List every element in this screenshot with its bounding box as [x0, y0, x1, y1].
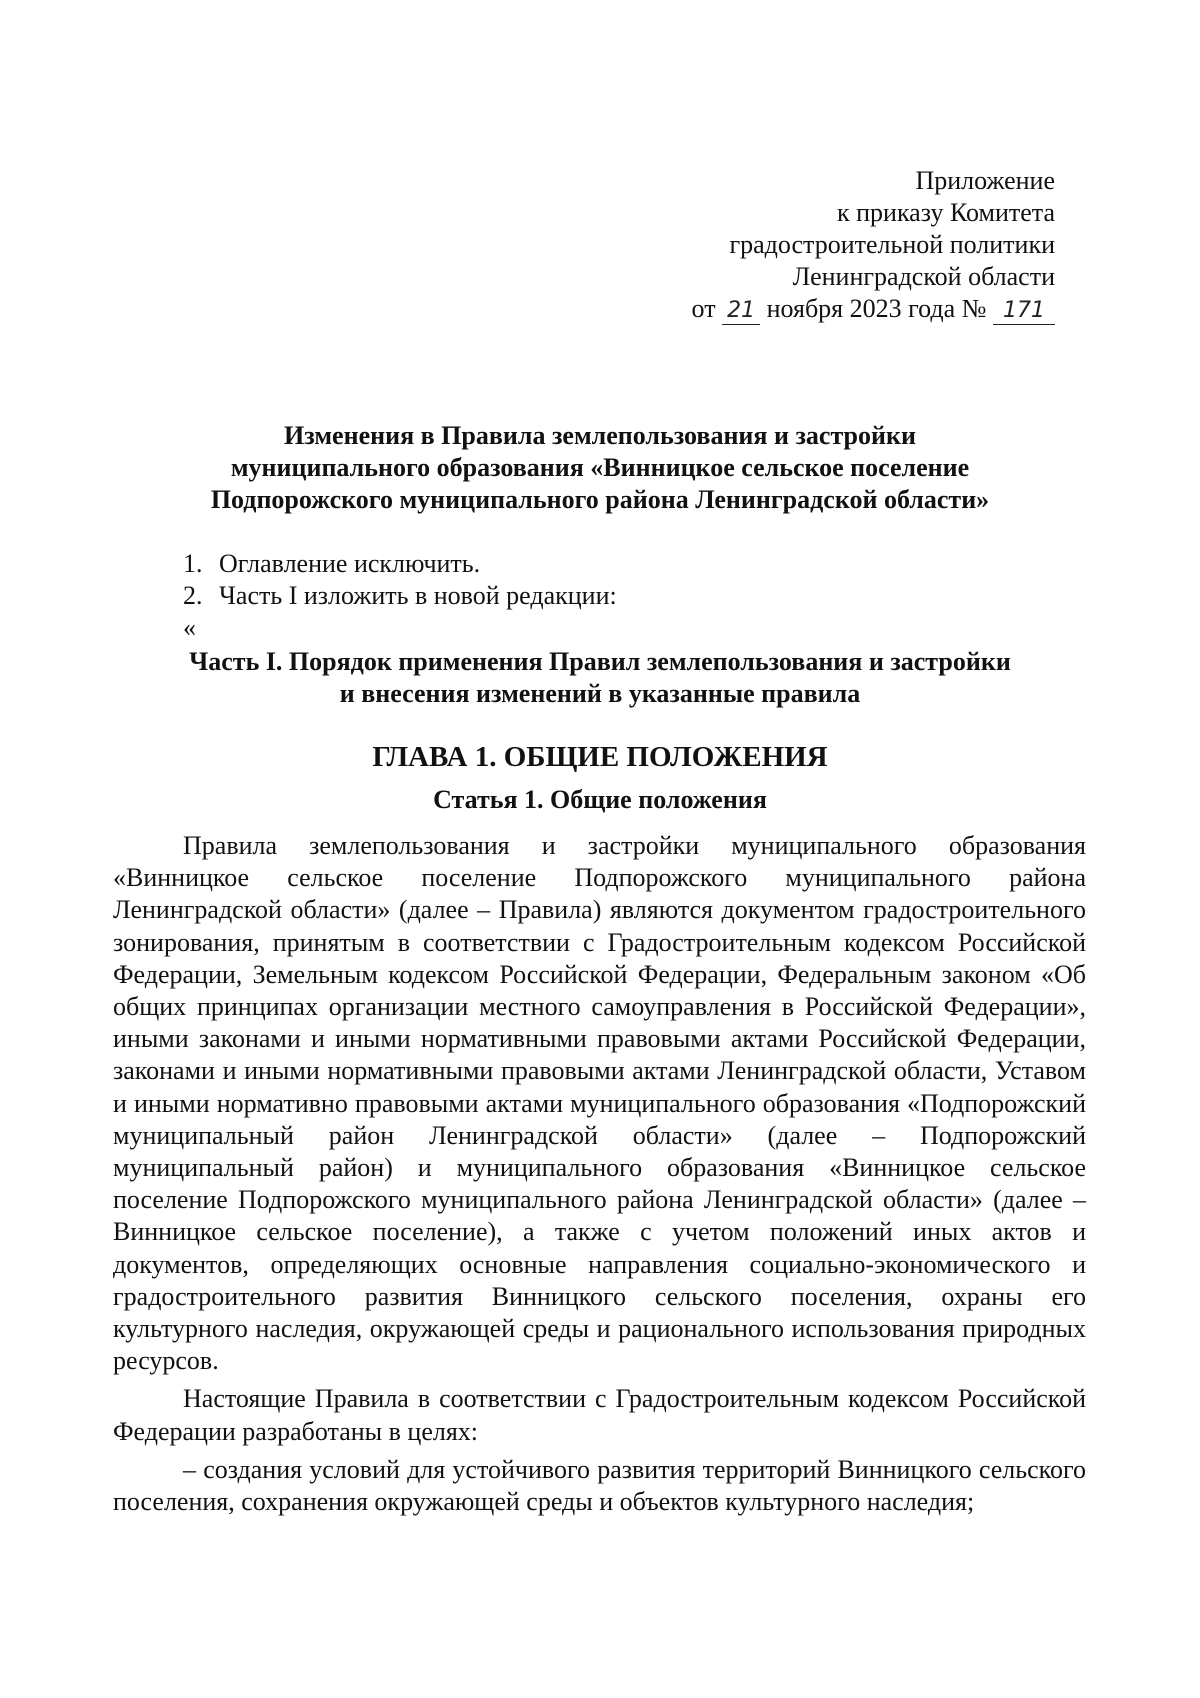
list-item-number: 2. — [183, 581, 203, 610]
title-line-3: Подпорожского муниципального района Ленинградской области» — [210, 485, 990, 514]
title-line-2: муниципального образования «Винницкое сельское поселение — [230, 453, 970, 482]
document-title — [160, 420, 1040, 516]
list-item-number: 1. — [183, 549, 203, 578]
paragraph: Правила землепользования и застройки муниципального образования «Винницкое сельское поселение Подпорожского муниципального района Ленинградской области» (далее – Правила) являются документом градостроительного зонирования, принятым в соответствии с Градостроительным кодексом Российской Федерации, Земельным кодексом Российской Федерации, Федеральным законом «Об общих принципах организации местного самоуправления в Российской Федерации», иными законами и иными нормативными правовыми актами Российской Федерации, законами и иными нормативными правовыми актами Ленинградской области, Уставом и иными нормативно правовыми актами муниципального образования «Подпорожский муниципальный район Ленинградской области» (далее – Подпорожский муниципальный район) и муниципального образования «Винницкое сельское поселение Подпорожского муниципального района Ленинградской области» (далее – Винницкое сельское поселение), а также с учетом положений иных актов и документов, определяющих основные направления социально-экономического и градостроительного развития Винницкого сельского поселения, охраны его культурного наследия, окружающей среды и рационального использования природных ресурсов. — [113, 831, 1086, 1376]
body-text — [113, 830, 1086, 1524]
part-title — [160, 646, 1040, 710]
paragraph: – создания условий для устойчивого развития территорий Винницкого сельского поселения, сохранения окружающей среды и объектов культурного наследия; — [113, 1454, 1086, 1517]
handwritten-day: 21 — [722, 298, 760, 325]
title-line-1: Изменения в Правила землепользования и застройки — [284, 421, 916, 450]
numbered-list — [183, 548, 617, 612]
paragraph: Настоящие Правила в соответствии с Градостроительным кодексом Российской Федерации разработаны в целях: — [113, 1384, 1086, 1446]
part-title-line-2: и внесения изменений в указанные правила — [339, 679, 861, 708]
appendix-block — [692, 165, 1055, 325]
list-item-text: Часть I изложить в новой редакции: — [219, 581, 617, 610]
chapter-heading: ГЛАВА 1. ОБЩИЕ ПОЛОЖЕНИЯ — [372, 741, 828, 773]
appendix-heading: Приложение — [915, 166, 1055, 195]
date-middle: ноября 2023 года № — [766, 294, 987, 323]
article-heading: Статья 1. Общие положения — [433, 785, 767, 814]
date-prefix: от — [691, 294, 716, 323]
appendix-date-line — [692, 293, 1055, 325]
handwritten-order-number: 171 — [993, 298, 1055, 325]
appendix-order-ref: к приказу Комитета — [836, 198, 1055, 227]
part-title-line-1: Часть I. Порядок применения Правил землепользования и застройки — [189, 647, 1011, 676]
appendix-committee: градостроительной политики — [729, 230, 1055, 259]
list-item-text: Оглавление исключить. — [219, 549, 481, 578]
list-item — [183, 580, 617, 612]
opening-quote: « — [183, 613, 196, 642]
list-item — [183, 548, 617, 580]
appendix-region: Ленинградской области — [792, 262, 1055, 291]
